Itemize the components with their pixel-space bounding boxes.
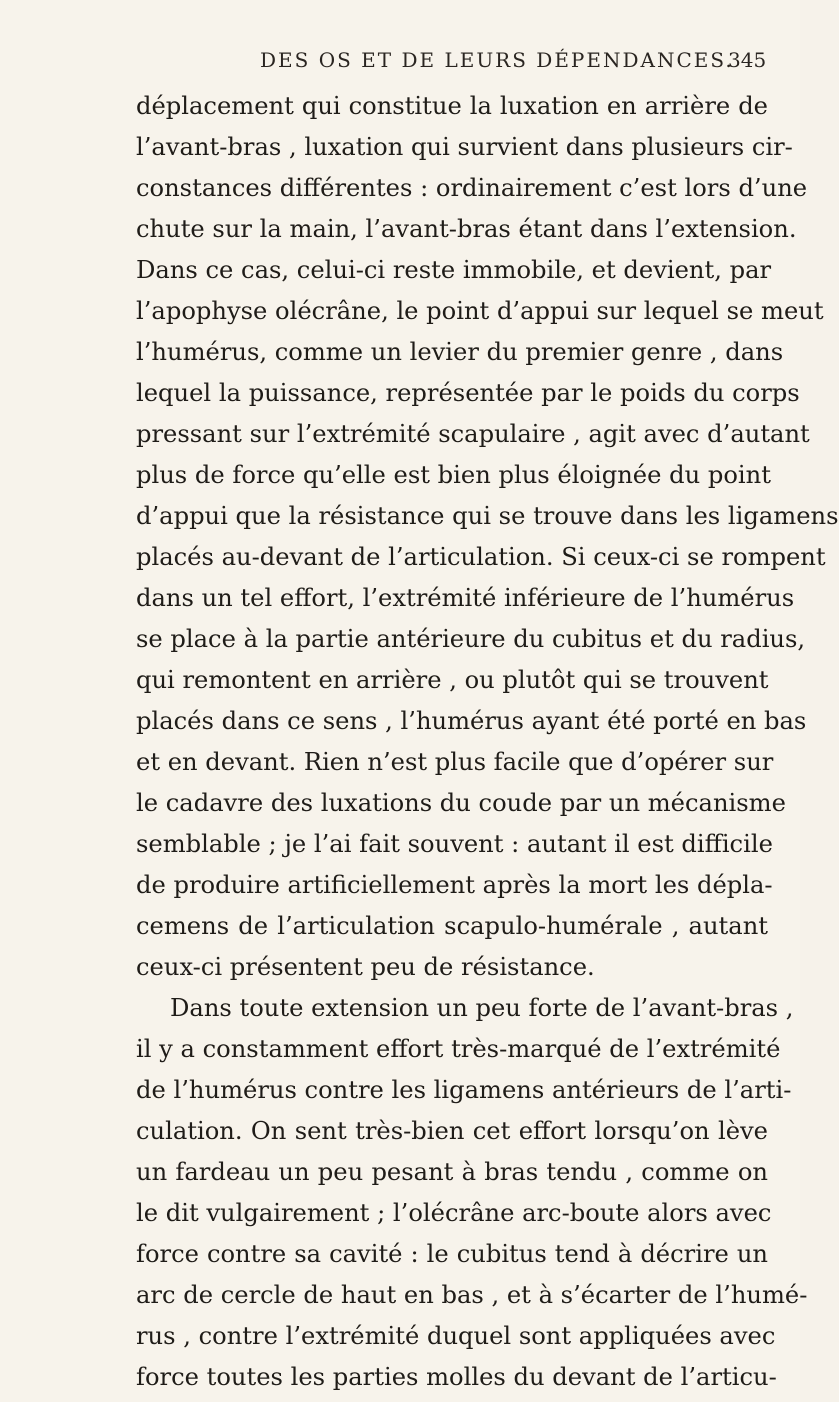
page-header <box>0 48 800 88</box>
text-line-32: force toutes les parties molles du devant de l’articu- <box>136 1363 777 1391</box>
text-line-13: dans un tel effort, l’extrémité inférieure de l’humérus <box>136 584 795 612</box>
text-line-30: arc de cercle de haut en bas , et à s’écarter de l’humé- <box>136 1281 808 1309</box>
text-line-29: force contre sa cavité : le cubitus tend à décrire un <box>136 1240 768 1268</box>
body-text <box>136 86 839 1398</box>
text-line-12: placés au-devant de l’articulation. Si ceux-ci se rompent <box>136 543 826 571</box>
text-line-10: plus de force qu’elle est bien plus éloignée du point <box>136 461 771 489</box>
text-line-19: semblable ; je l’ai fait souvent : autant il est difficile <box>136 830 773 858</box>
text-line-4: chute sur la main, l’avant-bras étant dans l’extension. <box>136 215 797 243</box>
text-line-21: cemens de l’articulation scapulo-humérale , autant <box>136 912 768 940</box>
text-line-18: le cadavre des luxations du coude par un mécanisme <box>136 789 786 817</box>
text-line-16: placés dans ce sens , l’humérus ayant été porté en bas <box>136 707 807 735</box>
text-line-17: et en devant. Rien n’est plus facile que d’opérer sur <box>136 748 774 776</box>
text-line-31: rus , contre l’extrémité duquel sont appliquées avec <box>136 1322 776 1350</box>
text-line-26: culation. On sent très-bien cet effort lorsqu’on lève <box>136 1117 768 1145</box>
text-line-22: ceux-ci présentent peu de résistance. <box>136 953 595 981</box>
text-line-28: le dit vulgairement ; l’olécrâne arc-boute alors avec <box>136 1199 772 1227</box>
text-line-25: de l’humérus contre les ligamens antérieurs de l’arti- <box>136 1076 792 1104</box>
text-line-9: pressant sur l’extrémité scapulaire , agit avec d’autant <box>136 420 810 448</box>
text-line-5: Dans ce cas, celui-ci reste immobile, et devient, par <box>136 256 772 284</box>
text-line-7: l’humérus, comme un levier du premier genre , dans <box>136 338 784 366</box>
text-line-27: un fardeau un peu pesant à bras tendu , comme on <box>136 1158 768 1186</box>
text-line-23: Dans toute extension un peu forte de l’avant-bras , <box>170 994 794 1022</box>
text-line-15: qui remontent en arrière , ou plutôt qui se trouvent <box>136 666 769 694</box>
text-line-11: d’appui que la résistance qui se trouve dans les ligamens <box>136 502 839 530</box>
text-line-20: de produire artificiellement après la mort les dépla- <box>136 871 773 899</box>
text-line-1: déplacement qui constitue la luxation en arrière de <box>136 92 768 120</box>
text-line-8: lequel la puissance, représentée par le poids du corps <box>136 379 800 407</box>
text-line-2: l’avant-bras , luxation qui survient dans plusieurs cir- <box>136 133 793 161</box>
page-number: 345 <box>728 48 767 72</box>
text-line-6: l’apophyse olécrâne, le point d’appui sur lequel se meut <box>136 297 824 325</box>
text-line-14: se place à la partie antérieure du cubitus et du radius, <box>136 625 806 653</box>
running-head: DES OS ET DE LEURS DÉPENDANCES. <box>260 48 734 72</box>
text-line-3: constances différentes : ordinairement c’est lors d’une <box>136 174 808 202</box>
text-line-24: il y a constamment effort très-marqué de l’extrémité <box>136 1035 781 1063</box>
